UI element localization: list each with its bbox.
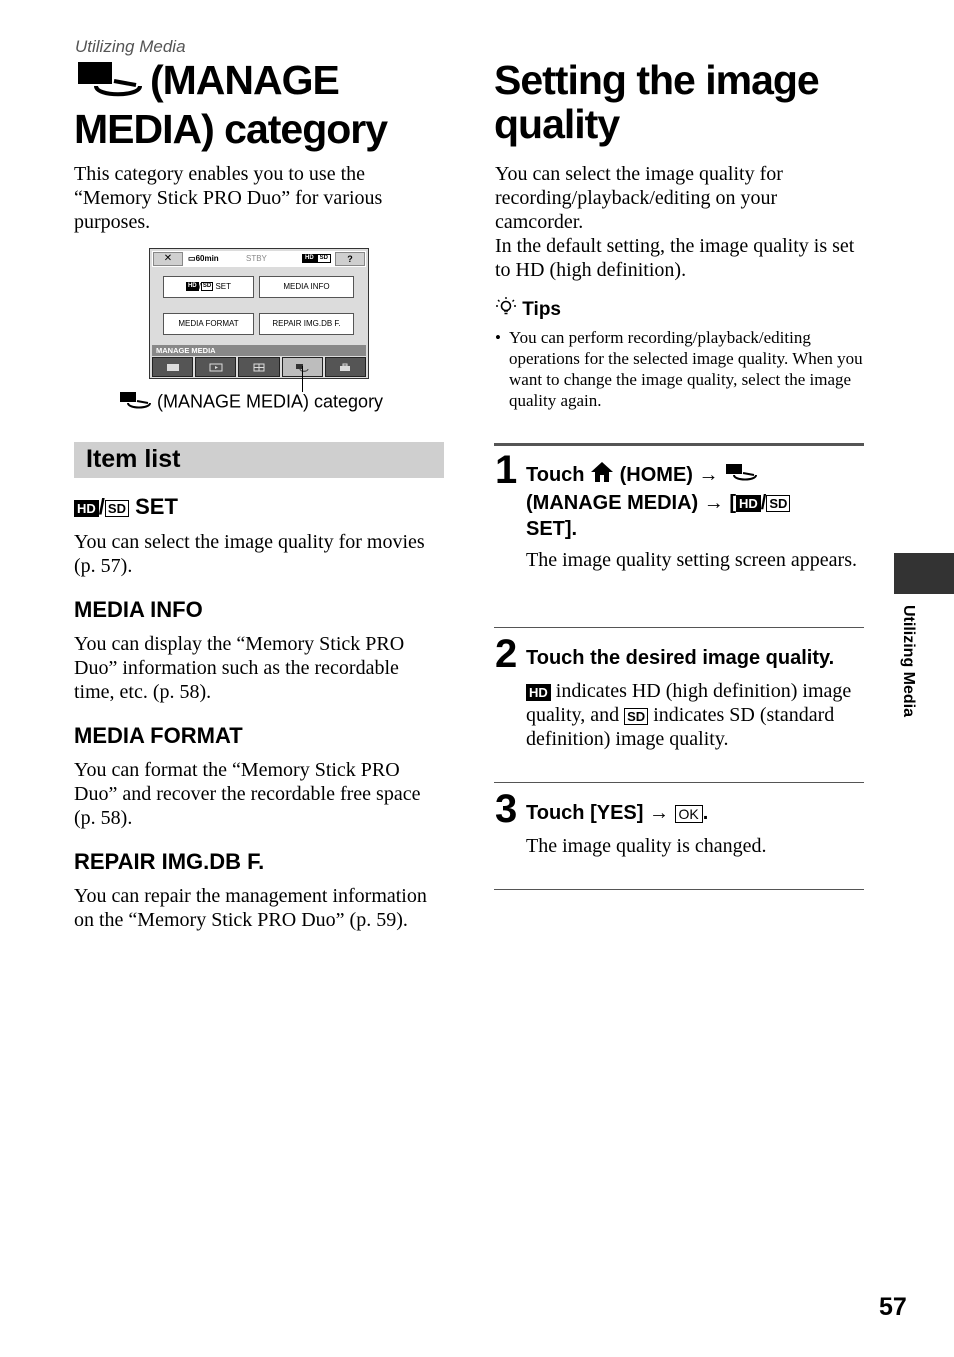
lcd-category-label: MANAGE MEDIA: [152, 345, 366, 356]
arrow-right-icon: →: [648, 802, 669, 824]
arrow-right-icon: →: [698, 463, 719, 486]
lcd-close-button: ✕: [153, 252, 183, 266]
step-3-number: 3: [495, 787, 518, 831]
lcd-repair-button: REPAIR IMG.DB F.: [259, 313, 354, 335]
page-title-text: (MANAGE MEDIA) category: [74, 57, 388, 153]
side-tab-marker: [894, 553, 954, 594]
manage-media-icon: [74, 59, 144, 107]
step-1-heading-a: Touch: [526, 463, 585, 486]
grid-icon: [252, 363, 266, 372]
step-divider: [494, 443, 864, 446]
section-intro-line1: You can select the image quality for recording/playback/editing on your camcorder.: [495, 163, 783, 233]
hd-badge: HD: [526, 684, 551, 701]
step-3-body: The image quality is changed.: [526, 835, 767, 857]
step-1-body: The image quality setting screen appears.: [526, 549, 857, 571]
step-divider: [494, 782, 864, 783]
step-divider: [494, 627, 864, 628]
item-media-format-body: You can format the “Memory Stick PRO Duo” and recover the recordable free space (p. 58).: [74, 759, 421, 829]
item-repair-heading: REPAIR IMG.DB F.: [74, 849, 265, 874]
lightbulb-icon: [495, 296, 517, 324]
section-label: Utilizing Media: [75, 37, 186, 56]
intro-paragraph: This category enables you to use the “Memory Stick PRO Duo” for various purposes.: [74, 163, 383, 233]
camera-icon: [166, 363, 180, 372]
item-set-heading-text: SET: [135, 494, 178, 519]
lcd-status: STBY: [246, 254, 267, 263]
step-1-heading-d: SET].: [526, 518, 578, 540]
step-3-heading: Touch [YES] → OK .: [526, 802, 709, 824]
step-1-heading: Touch (HOME) → (MANAGE MEDIA) → [ HD / SD SET].: [526, 461, 866, 542]
ok-button-icon: OK: [675, 805, 703, 823]
step-1-heading-b: (HOME): [619, 463, 693, 486]
battery-icon: ▭: [188, 254, 196, 263]
section-intro: [495, 162, 865, 282]
item-media-info-heading: MEDIA INFO: [74, 597, 203, 622]
item-set-heading: HD / SD SET: [74, 494, 178, 520]
step-2-body: [526, 679, 866, 751]
side-tab-label-text: Utilizing Media: [900, 605, 917, 717]
lcd-tab-other: [238, 357, 279, 377]
manage-media-icon: [724, 462, 758, 489]
step-1-heading-c: (MANAGE MEDIA): [526, 492, 699, 514]
lcd-hd-sd-indicator: [302, 254, 331, 263]
lcd-tab-playback: [195, 357, 236, 377]
lcd-screen-figure: [149, 248, 369, 379]
lcd-tab-camera: [152, 357, 193, 377]
item-media-info-body: You can display the “Memory Stick PRO Duo” information such as the recordable time, etc. (p. 58).: [74, 633, 405, 703]
hd-badge: HD: [736, 495, 761, 512]
step-3-heading-text: Touch [YES]: [526, 802, 644, 824]
step-2-number: 2: [495, 632, 518, 676]
sd-badge: SD: [624, 708, 648, 725]
step-divider: [494, 889, 864, 890]
hd-badge: HD: [302, 254, 317, 263]
lcd-media-format-button: MEDIA FORMAT: [163, 313, 254, 335]
tips-heading: [495, 296, 561, 324]
section-intro-line2: In the default setting, the image quality is set to HD (high definition).: [495, 235, 855, 281]
arrow-right-icon: →: [703, 492, 724, 514]
tip-item: You can perform recording/playback/editing operations for the selected image quality. When you want to change the image quality, select the image quality again.: [509, 328, 863, 410]
hd-badge: HD: [74, 500, 99, 517]
sd-badge: SD: [105, 500, 129, 517]
item-repair-body: You can repair the management information on the “Memory Stick PRO Duo” (p. 59).: [74, 885, 427, 931]
callout-line: [302, 366, 303, 392]
step-1-number: 1: [495, 448, 518, 492]
sd-badge: SD: [766, 495, 790, 512]
item-set-body: You can select the image quality for movies (p. 57).: [74, 531, 425, 577]
manage-media-icon: [118, 390, 152, 415]
lcd-media-info-button: MEDIA INFO: [259, 276, 354, 298]
tips-heading-text: Tips: [522, 299, 561, 321]
sd-badge: SD: [202, 283, 212, 290]
figure-caption-text: (MANAGE MEDIA) category: [157, 391, 384, 412]
lcd-help-button: ?: [335, 252, 365, 266]
item-media-format-heading: MEDIA FORMAT: [74, 723, 243, 748]
lcd-category-tabs: [152, 357, 366, 377]
step-2-heading: Touch the desired image quality.: [526, 647, 835, 669]
item-list-title: Item list: [86, 445, 181, 473]
lcd-battery: [188, 254, 219, 263]
section-title: Setting the image quality: [494, 57, 819, 147]
step-2-body-a: indicates HD (high definition) image quality, and: [526, 680, 852, 726]
sd-badge: SD: [317, 254, 331, 263]
tips-list: [495, 327, 865, 411]
bullet: •: [495, 328, 501, 347]
page-title: [74, 58, 454, 151]
lcd-set-button: HD / SD SET: [163, 276, 254, 298]
side-tab-label: [895, 605, 920, 745]
hd-badge: HD: [187, 283, 197, 290]
toolbox-icon: [338, 363, 352, 372]
figure-caption: [118, 390, 383, 415]
lcd-battery-text: 60min: [195, 254, 219, 263]
playback-icon: [209, 363, 223, 372]
step-2-body-b: indicates SD (standard definition) image quality.: [526, 704, 835, 750]
page-number: 57: [879, 1293, 907, 1321]
home-icon: [590, 461, 614, 490]
lcd-status-bar: [152, 251, 366, 267]
lcd-tab-settings: [325, 357, 366, 377]
lcd-set-label: SET: [215, 282, 232, 291]
